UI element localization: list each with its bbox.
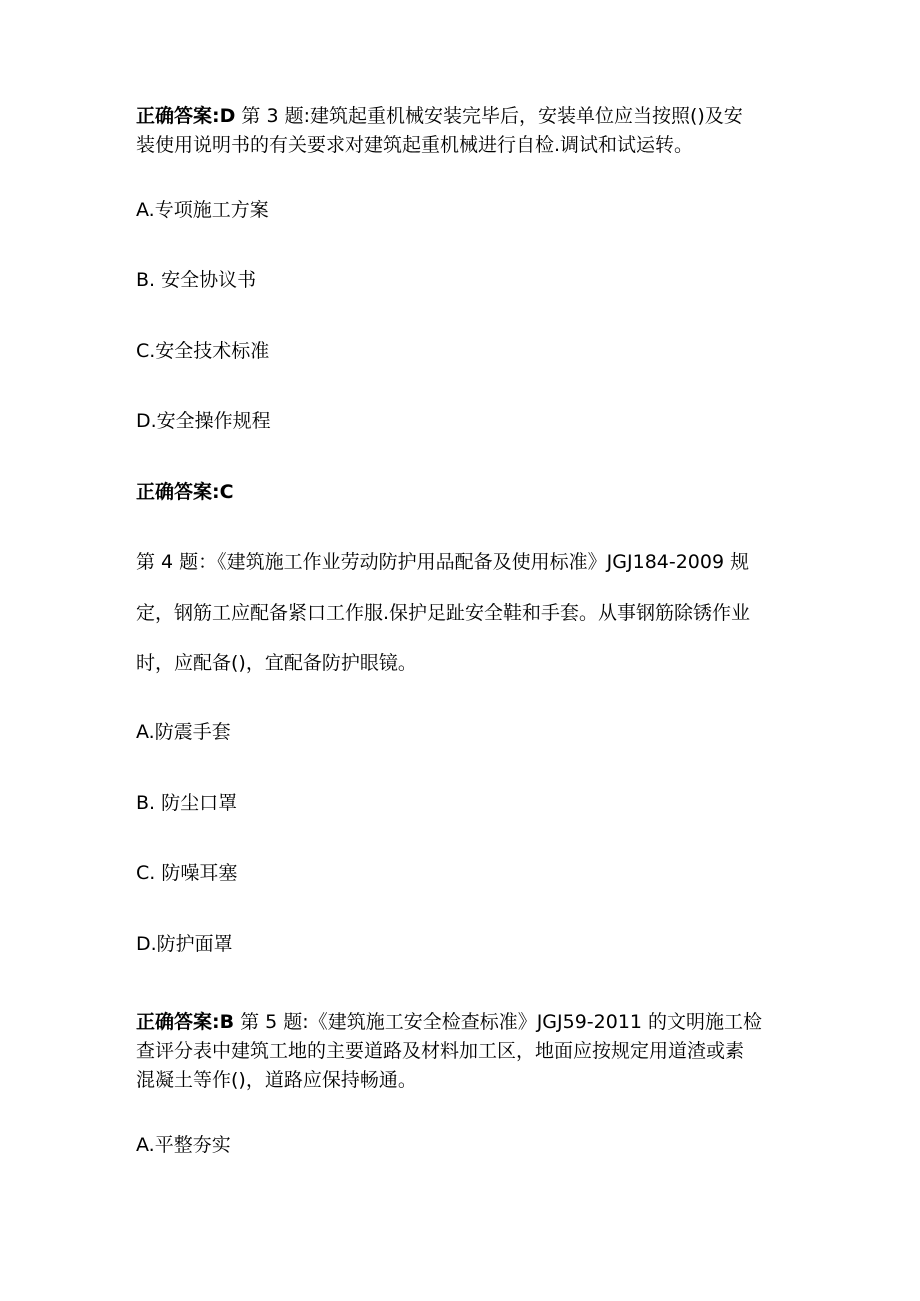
q4-option-a: A.防震手套 <box>136 721 231 743</box>
q3-option-c: C.安全技术标准 <box>136 340 270 362</box>
q5-stem-line-1 <box>136 1010 762 1034</box>
q4-stem-line-2: 定，钢筋工应配备紧口工作服.保护足趾安全鞋和手套。从事钢筋除锈作业 <box>136 602 751 624</box>
q5-stem-line-3: 混凝土等作()，道路应保持畅通。 <box>136 1069 417 1091</box>
q3-option-a: A.专项施工方案 <box>136 199 269 221</box>
q4-option-c: C. 防噪耳塞 <box>136 862 238 884</box>
q3-option-b: B. 安全协议书 <box>136 269 257 291</box>
q3-stem-text: 第 3 题:建筑起重机械安装完毕后，安装单位应当按照()及安 <box>235 105 743 127</box>
q4-option-b: B. 防尘口罩 <box>136 792 238 814</box>
q4-stem-line-1: 第 4 题：《建筑施工作业劳动防护用品配备及使用标准》JGJ184-2009 规 <box>136 551 750 573</box>
q3-stem-line-1 <box>136 104 743 128</box>
q3-stem-line-2: 装使用说明书的有关要求对建筑起重机械进行自检.调试和试运转。 <box>136 134 694 156</box>
q5-stem-line-2: 查评分表中建筑工地的主要道路及材料加工区，地面应按规定用道渣或素 <box>136 1040 745 1062</box>
q4-option-d: D.防护面罩 <box>136 933 233 955</box>
q3-answer: 正确答案:C <box>136 481 234 503</box>
q4-answer: 正确答案:B <box>136 1011 235 1033</box>
q5-option-a: A.平整夯实 <box>136 1134 231 1156</box>
q4-stem-line-3: 时，应配备()，宜配备防护眼镜。 <box>136 652 417 674</box>
previous-answer: 正确答案:D <box>136 105 236 127</box>
q5-stem-text: 第 5 题:《建筑施工安全检查标准》JGJ59-2011 的文明施工检 <box>234 1011 763 1033</box>
q3-option-d: D.安全操作规程 <box>136 410 271 432</box>
